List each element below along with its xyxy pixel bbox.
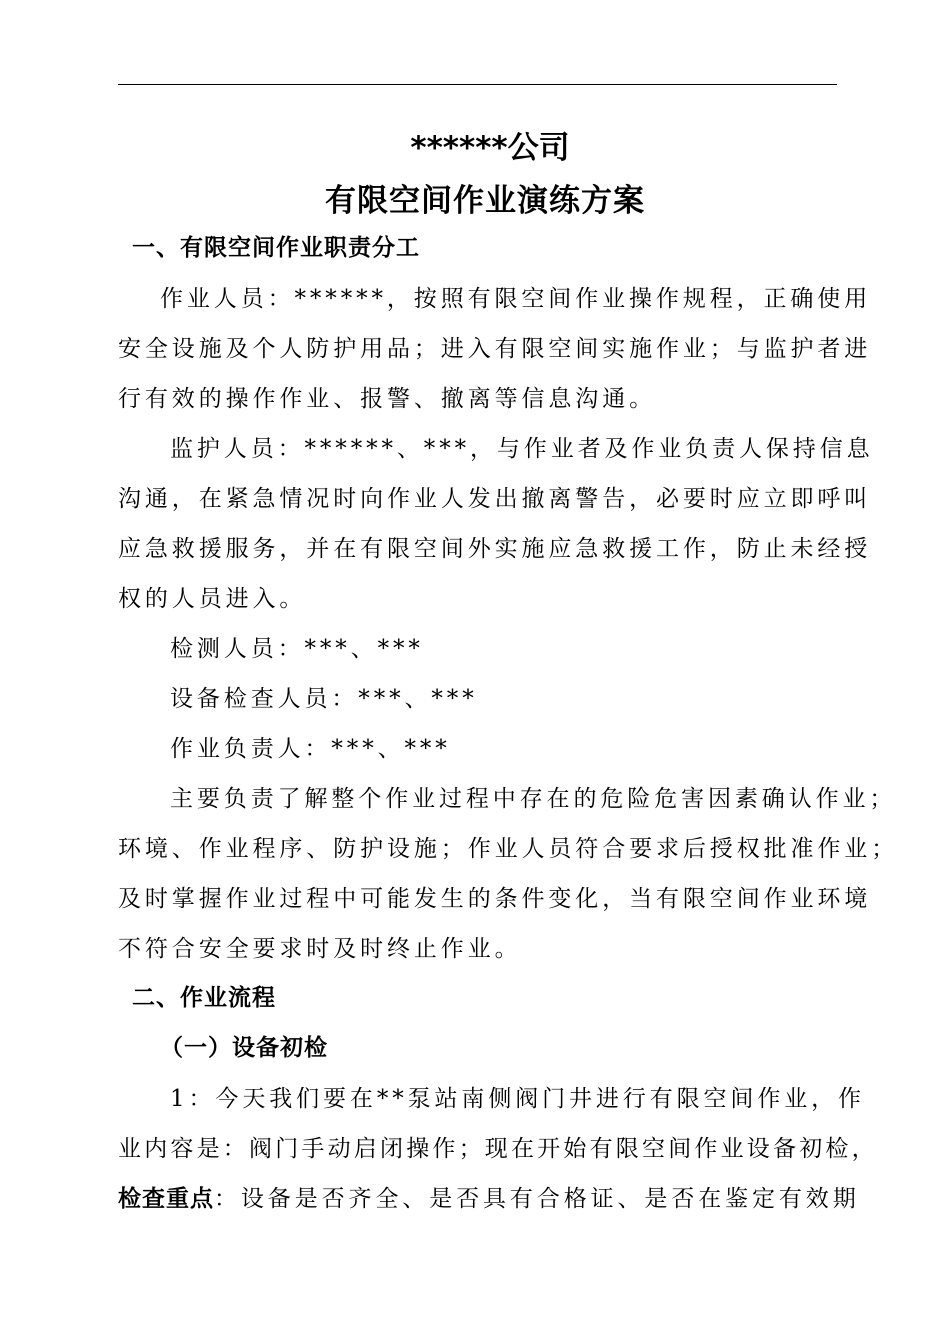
paragraph-line: 权的人员进入。 (118, 586, 307, 612)
paragraph-line: 应急救援服务，并在有限空间外实施应急救援工作，防止未经授 (118, 536, 872, 562)
section2-subheading: （一）设备初检 (160, 1035, 328, 1061)
paragraph-line: 业内容是：阀门手动启闭操作；现在开始有限空间作业设备初检， (118, 1136, 878, 1162)
section2-heading: 二、作业流程 (132, 985, 276, 1011)
paragraph-line: 作业人员：******，按照有限空间作业操作规程，正确使用 (160, 286, 872, 312)
paragraph-line: 沟通，在紧急情况时向作业人发出撤离警告，必要时应立即呼叫 (118, 486, 872, 512)
section1-heading: 一、有限空间作业职责分工 (132, 235, 420, 261)
paragraph-line: 监护人员：******、***，与作业者及作业负责人保持信息 (170, 436, 874, 462)
paragraph-text: ：设备是否齐全、是否具有合格证、是否在鉴定有效期 (214, 1186, 860, 1212)
paragraph-line: 1：今天我们要在**泵站南侧阀门井进行有限空间作业，作 (170, 1086, 865, 1112)
title-company: ******公司 (410, 130, 570, 166)
paragraph-line: 环境、作业程序、防护设施；作业人员符合要求后授权批准作业； (118, 836, 899, 862)
paragraph-line: 作业负责人：***、*** (170, 736, 451, 762)
emphasis-text: 检查重点 (118, 1186, 214, 1212)
paragraph-line: 主要负责了解整个作业过程中存在的危险危害因素确认作业； (170, 786, 897, 812)
paragraph-line: 行有效的操作作业、报警、撤离等信息沟通。 (118, 386, 656, 412)
paragraph-line: 检测人员：***、*** (170, 636, 424, 662)
paragraph-line: 不符合安全要求时及时终止作业。 (118, 936, 522, 962)
title-main: 有限空间作业演练方案 (325, 183, 645, 219)
header-rule (118, 84, 837, 85)
paragraph-line: 及时掌握作业过程中可能发生的条件变化，当有限空间作业环境 (118, 886, 872, 912)
paragraph-line-last (118, 1184, 860, 1214)
paragraph-line: 设备检查人员：***、*** (170, 686, 478, 712)
paragraph-line: 安全设施及个人防护用品；进入有限空间实施作业；与监护者进 (118, 336, 872, 362)
